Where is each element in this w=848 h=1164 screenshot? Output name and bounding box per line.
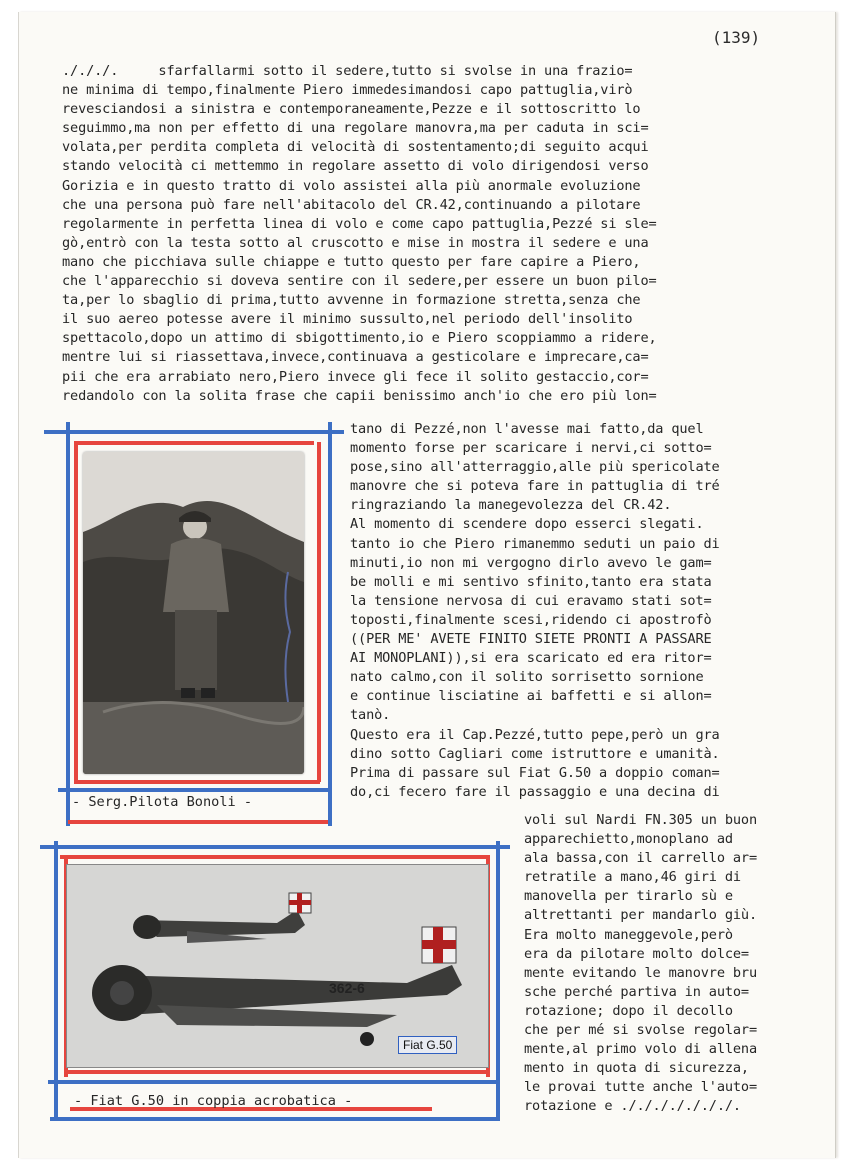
text-line: sche perché partiva in auto=: [524, 983, 749, 1000]
text-line: Al momento di scendere dopo esserci slegati.: [350, 516, 704, 533]
caption-pilot: - Serg.Pilota Bonoli -: [72, 794, 253, 810]
text-line: il suo aereo potesse avere il minimo sussulto,nel periodo dell'insolito: [62, 311, 633, 328]
text-line: momento forse per scaricare i nervi,ci sotto=: [350, 440, 712, 457]
caption-aircraft: - Fiat G.50 in coppia acrobatica -: [74, 1093, 353, 1109]
text-line: Gorizia e in questo tratto di volo assistei alla più anormale evoluzione: [62, 177, 641, 194]
text-line: era da pilotare molto dolce=: [524, 945, 749, 962]
text-line: ala bassa,con il carrello ar=: [524, 850, 757, 867]
text-line: pose,sino all'atterraggio,alle più spericolate: [350, 459, 720, 476]
text-line: apparechietto,monoplano ad: [524, 831, 733, 848]
text-line: volata,per perdita completa di velocità di sostentamento;di seguito acqui: [62, 139, 649, 156]
text-line: be molli e mi sentivo sfinito,tanto era stata: [350, 573, 712, 590]
body-text-lower: [524, 811, 757, 1117]
text-line: mente evitando le manovre bru: [524, 964, 757, 981]
text-line: che l'apparecchio si doveva sentire con il sedere,per essere un buon pilo=: [62, 273, 657, 290]
text-line: le provai tutte anche l'auto=: [524, 1079, 757, 1096]
text-line: revesciandosi a sinistra e contemporaneamente,Pezze e il sottoscritto lo: [62, 101, 641, 118]
text-line: altrettanti per mandarlo giù.: [524, 907, 757, 924]
text-line: rotazione; dopo il decollo: [524, 1002, 733, 1019]
text-line: retratile a mano,46 giri di: [524, 869, 741, 886]
text-line: toposti,finalmente scesi,ridendo ci apostrofò: [350, 611, 712, 628]
text-line: mente,al primo volo di allena: [524, 1041, 757, 1058]
text-line: Era molto maneggevole,però: [524, 926, 733, 943]
text-line: manovre che si poteva fare in pattuglia di tré: [350, 478, 720, 495]
aircraft-label: Fiat G.50: [398, 1036, 457, 1054]
text-line: do,ci fecero fare il passaggio e una decina di: [350, 783, 720, 800]
text-line: redandolo con la solita frase che capii benissimo anch'io che ero più lon=: [62, 387, 657, 404]
text-line: rotazione e ./././././././.: [524, 1098, 741, 1115]
body-text-top: [62, 62, 657, 406]
text-line: ./././. sfarfallarmi sotto il sedere,tutto si svolse in una frazio=: [62, 63, 633, 79]
text-line: che per mé si svolse regolar=: [524, 1022, 757, 1039]
text-line: mento in quota di sicurezza,: [524, 1060, 749, 1077]
text-line: ne minima di tempo,finalmente Piero immedesimandosi capo pattuglia,virò: [62, 82, 633, 99]
text-line: ((PER ME' AVETE FINITO SIETE PRONTI A PASSARE: [350, 631, 712, 648]
text-line: che una persona può fare nell'abitacolo del CR.42,continuando a pilotare: [62, 196, 641, 213]
text-line: manovella per tirarlo sù e: [524, 888, 733, 905]
text-line: seguimmo,ma non per effetto di una regolare manovra,ma per caduta in sci=: [62, 120, 649, 137]
text-line: ta,per lo sbaglio di prima,tutto avvenne in formazione stretta,senza che: [62, 292, 641, 309]
text-line: voli sul Nardi FN.305 un buon: [524, 812, 757, 828]
text-line: minuti,io non mi vergogno dirlo avevo le gam=: [350, 554, 712, 571]
text-line: e continue lisciatine ai baffetti e si allon=: [350, 688, 712, 705]
text-line: stando velocità ci mettemmo in regolare assetto di volo dirigendosi verso: [62, 158, 649, 175]
text-line: gò,entrò con la testa sotto al cruscotto e mise in mostra il sedere e una: [62, 234, 649, 251]
pilot-photo: [83, 452, 304, 774]
text-line: la tensione nervosa di cui eravamo stati sot=: [350, 592, 712, 609]
text-line: tanto io che Piero rimanemmo seduti un paio di: [350, 535, 720, 552]
text-line: Prima di passare sul Fiat G.50 a doppio coman=: [350, 764, 720, 781]
aircraft-code: 362-6: [329, 980, 365, 996]
page-number: (139): [712, 28, 761, 47]
text-line: tanò.: [350, 707, 391, 724]
text-line: ringraziando la manegevolezza del CR.42.: [350, 497, 672, 514]
text-line: nato calmo,con il solito sorrisetto sornione: [350, 669, 704, 686]
text-line: spettacolo,dopo un attimo di sbigottimento,io e Piero scoppiammo a ridere,: [62, 330, 657, 347]
text-line: Questo era il Cap.Pezzé,tutto pepe,però un gra: [350, 726, 720, 743]
text-line: regolarmente in perfetta linea di volo e come capo pattuglia,Pezzé si sle=: [62, 215, 657, 232]
text-line: tano di Pezzé,non l'avesse mai fatto,da quel: [350, 421, 704, 437]
text-line: AI MONOPLANI)),si era scaricato ed era ritor=: [350, 650, 712, 667]
text-line: pii che era arrabiato nero,Piero invece gli fece il solito gestaccio,cor=: [62, 368, 649, 385]
text-line: mano che picchiava sulle chiappe e tutto questo per fare capire a Piero,: [62, 253, 641, 270]
text-line: dino sotto Cagliari come istruttore e umanità.: [350, 745, 720, 762]
text-line: mentre lui si riassettava,invece,continuava a gesticolare e imprecare,ca=: [62, 349, 649, 366]
body-text-middle: [350, 420, 720, 802]
